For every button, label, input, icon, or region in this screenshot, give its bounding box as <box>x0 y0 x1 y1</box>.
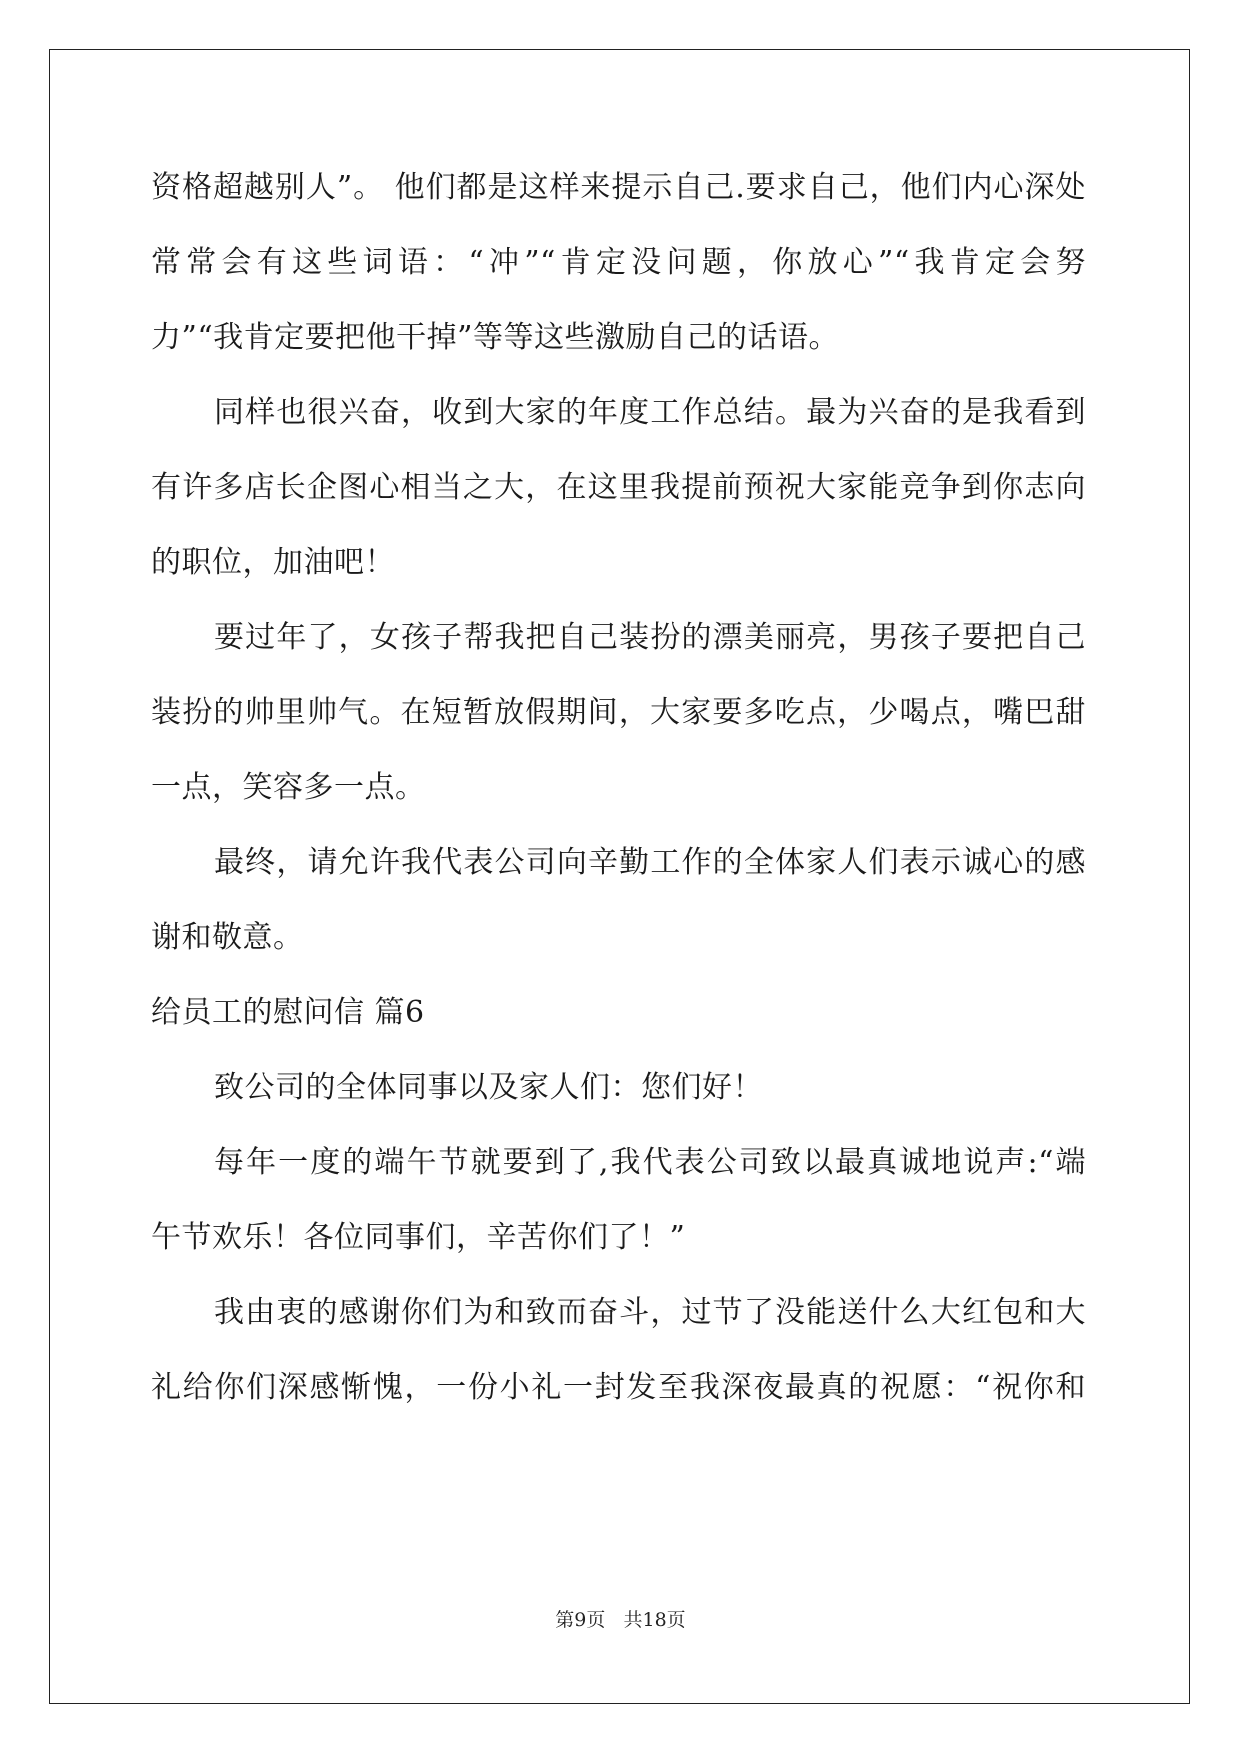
body-line: 装扮的帅里帅气。在短暂放假期间，大家要多吃点，少喝点，嘴巴甜 <box>151 695 1086 730</box>
body-line: 有许多店长企图心相当之大，在这里我提前预祝大家能竞争到你志向 <box>151 470 1086 505</box>
body-line: 礼给你们深感惭愧，一份小礼一封发至我深夜最真的祝愿：“祝你和 <box>151 1370 1086 1405</box>
body-line: 力”“我肯定要把他干掉”等等这些激励自己的话语。 <box>151 320 840 355</box>
salutation-line: 致公司的全体同事以及家人们：您们好！ <box>214 1070 763 1105</box>
body-line: 的职位，加油吧！ <box>151 545 395 580</box>
body-line: 午节欢乐！各位同事们，辛苦你们了！” <box>151 1220 686 1255</box>
body-line: 一点，笑容多一点。 <box>151 770 426 805</box>
paragraph-start-line: 我由衷的感谢你们为和致而奋斗，过节了没能送什么大红包和大 <box>214 1295 1086 1330</box>
section-heading: 给员工的慰问信 篇6 <box>151 995 425 1030</box>
page-number-label: 第9页 共18页 <box>555 1609 686 1631</box>
page-footer <box>0 1608 1241 1632</box>
paragraph-start-line: 最终，请允许我代表公司向辛勤工作的全体家人们表示诚心的感 <box>214 845 1086 880</box>
paragraph-start-line: 同样也很兴奋，收到大家的年度工作总结。最为兴奋的是我看到 <box>214 395 1086 430</box>
paragraph-start-line: 要过年了，女孩子帮我把自己装扮的漂美丽亮，男孩子要把自己 <box>214 620 1086 655</box>
body-line: 谢和敬意。 <box>151 920 304 955</box>
body-line: 常常会有这些词语：“冲”“肯定没问题，你放心”“我肯定会努 <box>151 245 1086 280</box>
body-line: 资格超越别人”。 他们都是这样来提示自己.要求自己，他们内心深处 <box>151 170 1086 205</box>
paragraph-start-line: 每年一度的端午节就要到了,我代表公司致以最真诚地说声:“端 <box>214 1145 1086 1180</box>
